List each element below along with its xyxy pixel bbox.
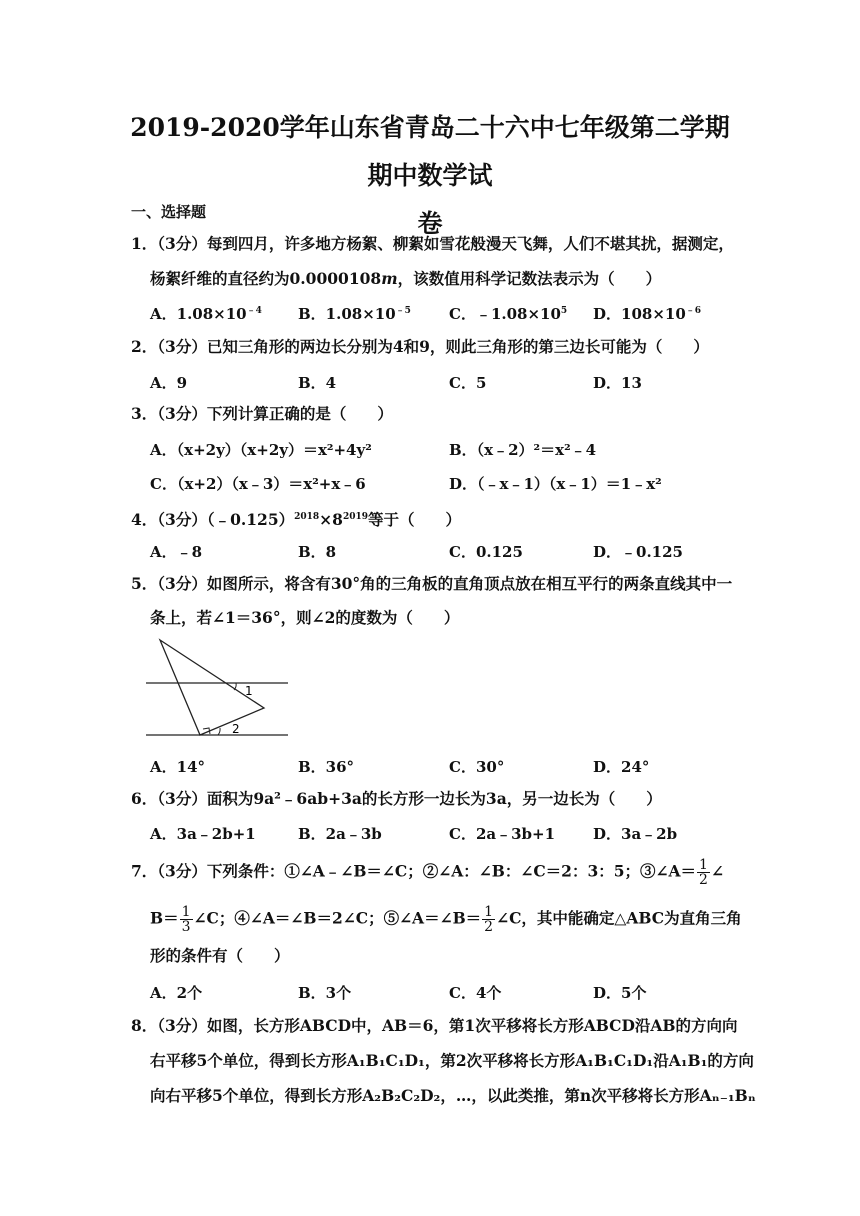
q2-option-b[interactable]: B．4 (298, 374, 337, 392)
exam-title (120, 104, 740, 248)
q1-option-b[interactable]: B．$1.08\times 10^{﹣5}$ (298, 305, 411, 323)
q3-option-c[interactable]: C．（x+2）（x﹣3）＝x²+x﹣6 (150, 475, 366, 493)
q2-stem: 2．（3分）已知三角形的两边长分别为4和9，则此三角形的第三边长可能为（ ） (131, 337, 709, 356)
angle-1-label: 1 (245, 684, 253, 698)
angle-2-label: 2 (232, 722, 240, 736)
q1-line-1: 1．（3分）每到四月，许多地方杨絮、柳絮如雪花般漫天飞舞，人们不堪其扰，据测定， (131, 234, 734, 253)
q7-line-1: 7．（3分）下列条件：①∠A﹣∠B＝∠C；②∠A：∠B：∠C＝2：3：5；③∠A＝ $\frac{1}{2}$ ∠ (131, 857, 724, 888)
q6-option-a[interactable]: A．3a﹣2b+1 (150, 825, 256, 843)
q7-option-d[interactable]: D．5个 (593, 984, 647, 1002)
q1-option-d[interactable]: D．$108\times 10^{﹣6}$ (593, 305, 702, 323)
q2-option-c[interactable]: C．5 (449, 374, 487, 392)
q7-line-2: B＝ $\frac{1}{3}$ ∠C；④∠A＝∠B＝2∠C；⑤∠A＝∠B＝ $\frac{1}{2}$ ∠C，其中能确定△ABC为直角三角 (150, 904, 742, 935)
fraction-one-half-2: $\frac{1}{2}$ (484, 904, 494, 935)
q5-line-2: 条上，若∠1＝36°，则∠2的度数为（ ） (150, 608, 460, 627)
q5-line-1: 5．（3分）如图所示，将含有30°角的三角板的直角顶点放在相互平行的两条直线其中一 (131, 574, 733, 593)
q3-option-b[interactable]: B．（x﹣2）²＝x²﹣4 (449, 441, 597, 459)
q6-stem: 6．（3分）面积为9a²﹣6ab+3a的长方形一边长为3a，另一边长为（ ） (131, 789, 662, 808)
q5-option-b[interactable]: B．36° (298, 758, 355, 776)
section-heading: 一、选择题 (131, 203, 207, 221)
q7-line-3: 形的条件有（ ） (150, 946, 290, 965)
q8-line-1: 8．（3分）如图，长方形ABCD中，AB＝6，第1次平移将长方形ABCD沿AB的方向向 (131, 1016, 738, 1035)
q1-option-a[interactable]: A．$1.08\times 10^{﹣4}$ (150, 305, 262, 323)
q4-option-a[interactable]: A．﹣8 (150, 543, 203, 561)
triangle-parallel-lines-figure (146, 637, 292, 747)
q7-option-a[interactable]: A．2个 (150, 984, 203, 1002)
q4-option-b[interactable]: B．8 (298, 543, 337, 561)
q3-stem: 3．（3分）下列计算正确的是（ ） (131, 404, 393, 423)
q1-line-2: 杨絮纤维的直径约为0.0000108m，该数值用科学记数法表示为（ ） (150, 269, 662, 288)
q3-option-d[interactable]: D．（﹣x﹣1）（x﹣1）＝1﹣x² (449, 475, 662, 493)
q1-option-c[interactable]: C．$﹣1.08\times 10^5$ (449, 305, 568, 323)
title-line-2: 卷 (417, 209, 443, 238)
q5-option-d[interactable]: D．24° (593, 758, 650, 776)
q6-option-d[interactable]: D．3a﹣2b (593, 825, 678, 843)
fraction-one-half: $\frac{1}{2}$ (699, 857, 708, 888)
q7-option-c[interactable]: C．4个 (449, 984, 502, 1002)
q5-option-a[interactable]: A．14° (150, 758, 206, 776)
q6-option-c[interactable]: C．2a﹣3b+1 (449, 825, 556, 843)
q8-line-3: 向右平移5个单位，得到长方形A₂B₂C₂D₂，…，以此类推，第n次平移将长方形Aₙ₋₁Bₙ (150, 1086, 756, 1105)
q3-option-a[interactable]: A．（x+2y）（x+2y）＝x²+4y² (150, 441, 372, 459)
q2-option-a[interactable]: A．9 (150, 374, 188, 392)
q5-option-c[interactable]: C．30° (449, 758, 505, 776)
fraction-one-third: $\frac{1}{3}$ (181, 904, 191, 935)
q8-line-2: 右平移5个单位，得到长方形A₁B₁C₁D₁，第2次平移将长方形A₁B₁C₁D₁沿A₁B₁的方向 (150, 1051, 754, 1070)
q4-stem: 4．（3分）$(﹣0.125)^{2018}\times 8^{2019}$等于（ ） (131, 510, 462, 530)
angle-2-arc (218, 728, 220, 735)
q4-option-c[interactable]: C．0.125 (449, 543, 523, 561)
q2-option-d[interactable]: D．13 (593, 374, 642, 392)
q6-option-b[interactable]: B．2a﹣3b (298, 825, 382, 843)
title-line-1: 2019-2020学年山东省青岛二十六中七年级第二学期期中数学试 (130, 113, 730, 190)
q4-option-d[interactable]: D．﹣0.125 (593, 543, 683, 561)
q7-option-b[interactable]: B．3个 (298, 984, 352, 1002)
